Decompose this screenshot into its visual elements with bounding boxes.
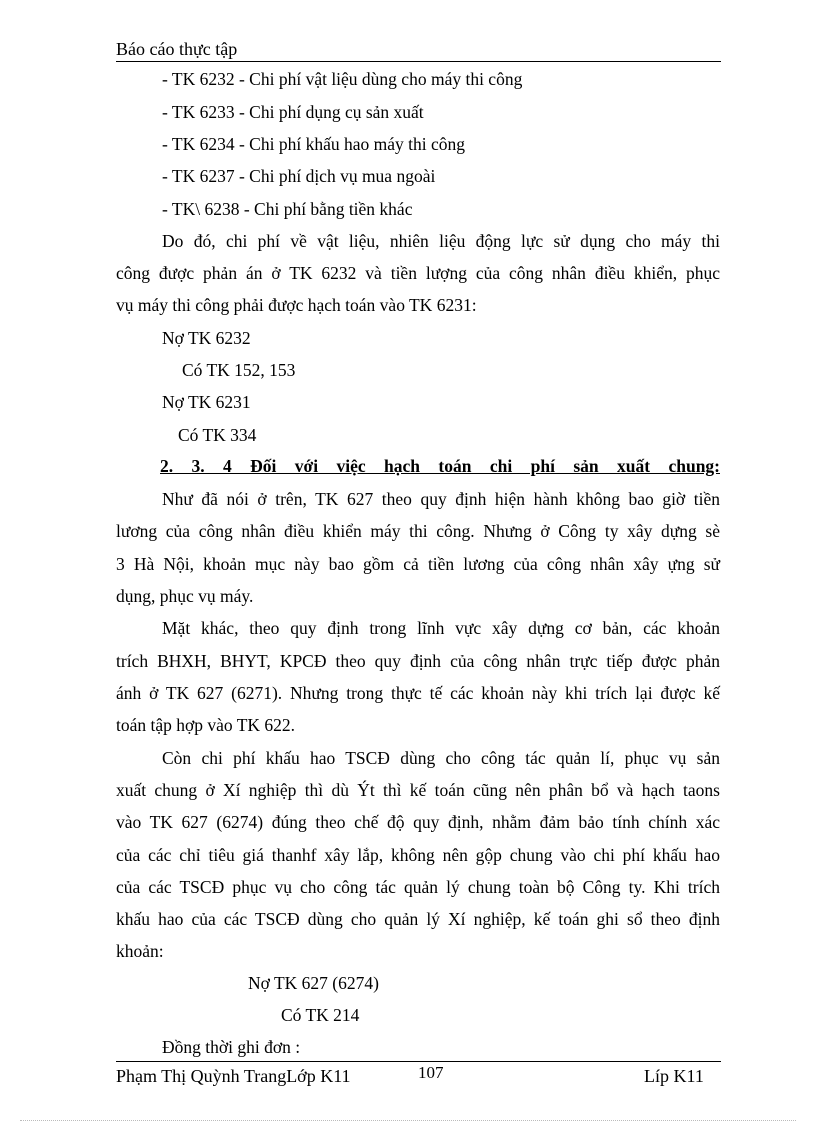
paragraph-line: của các chỉ tiêu giá thanhf xây lắp, không nên gộp chung vào chi phí khấu hao — [116, 845, 720, 865]
footer-author: Phạm Thị Quỳnh TrangLớp K11 — [116, 1066, 351, 1086]
account-item: - TK\ 6238 - Chi phí bằng tiền khác — [162, 199, 413, 219]
paragraph-line: Như đã nói ở trên, TK 627 theo quy định hiện hành không bao giờ tiền — [162, 489, 720, 509]
paragraph-line: khoản: — [116, 941, 164, 961]
section-heading: 2. 3. 4 Đối với việc hạch toán chi phí sản xuất chung: — [160, 456, 720, 476]
journal-debit: Nợ TK 6231 — [162, 392, 251, 412]
journal-debit: Nợ TK 6232 — [162, 328, 251, 348]
account-item: - TK 6234 - Chi phí khấu hao máy thi công — [162, 134, 465, 154]
page-bottom-edge — [20, 1120, 796, 1121]
paragraph-line: lương của công nhân điều khiển máy thi công. Nhưng ở Công ty xây dựng sè — [116, 521, 720, 541]
account-item: - TK 6233 - Chi phí dụng cụ sản xuất — [162, 102, 424, 122]
journal-credit: Có TK 152, 153 — [182, 360, 296, 380]
paragraph-line: khấu hao của các TSCĐ dùng cho quản lý Xí nghiệp, kế toán ghi sổ theo định — [116, 909, 720, 929]
page-number: 107 — [418, 1063, 444, 1082]
paragraph-line: Đồng thời ghi đơn : — [162, 1037, 301, 1057]
paragraph-line: toán tập hợp vào TK 622. — [116, 715, 296, 735]
paragraph-line: ánh ở TK 627 (6271). Nhưng trong thực tế các khoản này khi trích lại được kế — [116, 683, 720, 703]
account-item: - TK 6232 - Chi phí vật liệu dùng cho máy thi công — [162, 69, 523, 89]
journal-credit: Có TK 214 — [281, 1005, 360, 1025]
journal-debit: Nợ TK 627 (6274) — [248, 973, 379, 993]
paragraph-line: Do đó, chi phí về vật liệu, nhiên liệu động lực sử dụng cho máy thi — [162, 231, 720, 251]
paragraph-line: xuất chung ở Xí nghiệp thì dù Ýt thì kế toán cũng nên phân bổ và hạch taons — [116, 780, 720, 800]
paragraph-line: công được phản án ở TK 6232 và tiền lượng của công nhân điều khiển, phục — [116, 263, 720, 283]
journal-credit: Có TK 334 — [178, 425, 257, 445]
paragraph-line: Mặt khác, theo quy định trong lĩnh vực xây dựng cơ bản, các khoản — [162, 618, 720, 638]
account-item: - TK 6237 - Chi phí dịch vụ mua ngoài — [162, 166, 436, 186]
paragraph-line: vụ máy thi công phải được hạch toán vào TK 6231: — [116, 295, 477, 315]
paragraph-line: dụng, phục vụ máy. — [116, 586, 254, 606]
page-header: Báo cáo thực tập — [116, 39, 238, 59]
paragraph-line: của các TSCĐ phục vụ cho công tác quản lý chung toàn bộ Công ty. Khi trích — [116, 877, 720, 897]
footer-class: Líp K11 — [644, 1066, 704, 1086]
paragraph-line: trích BHXH, BHYT, KPCĐ theo quy định của công nhân trực tiếp được phản — [116, 651, 720, 671]
paragraph-line: 3 Hà Nội, khoản mục này bao gồm cả tiền lương của công nhân xây ựng sử — [116, 554, 720, 574]
header-divider — [116, 61, 721, 62]
paragraph-line: Còn chi phí khấu hao TSCĐ dùng cho công tác quản lí, phục vụ sản — [162, 748, 720, 768]
paragraph-line: vào TK 627 (6274) đúng theo chế độ quy định, nhằm đảm bảo tính chính xác — [116, 812, 720, 832]
